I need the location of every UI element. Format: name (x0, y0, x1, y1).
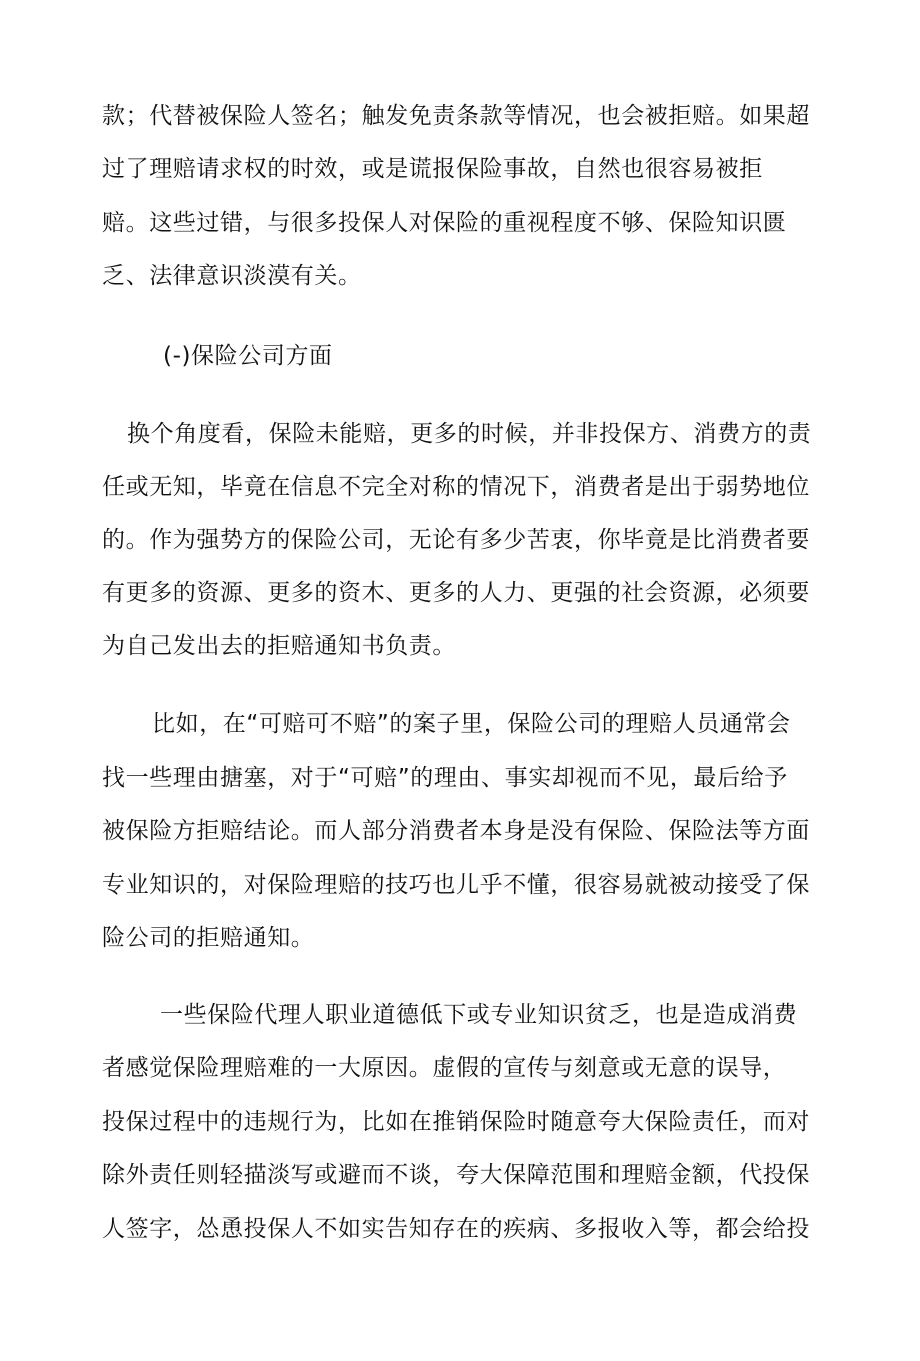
paragraph-line: 投保过程中的违规行为，比如在推销保险时随意夸大保险责任，而对 (102, 1109, 810, 1135)
paragraph-line: 任或无知，毕竟在信息不完全对称的情况下，消费者是出于弱势地位 (102, 474, 810, 500)
section-heading: (-)保险公司方面 (163, 343, 333, 369)
paragraph-line: 乏、法律意识淡漠有关。 (102, 263, 362, 289)
paragraph-line: 为自己发出去的拒赔通知书负责。 (102, 633, 456, 659)
paragraph-line: 款；代替被保险人签名；触发免责条款等情况，也会被拒赔。如果超 (102, 103, 810, 129)
paragraph-line: 一些保险代理人职业道德低下或专业知识贫乏，也是造成消费 (160, 1002, 798, 1028)
paragraph-line: 换个角度看，保险未能赔，更多的时候，并非投保方、消费方的责 (127, 421, 812, 447)
paragraph-line: 赔。这些过错，与很多投保人对保险的重视程度不够、保险知识匮 (102, 210, 787, 236)
paragraph-line: 人签字，怂恿投保人不如实告知存在的疾病、多报收入等，都会给投 (102, 1216, 810, 1242)
paragraph-line: 的。作为强势方的保险公司，无论有多少苦衷，你毕竟是比消费者要 (102, 527, 810, 553)
paragraph-line: 者感觉保险理赔难的一大原因。虚假的宣传与刻意或无意的误导， (102, 1055, 787, 1081)
paragraph-line: 比如，在“可赔可不赔”的案子里，保险公司的理赔人员通常会 (152, 711, 791, 737)
paragraph-line: 找一些理由搪塞，对于“可赔”的理由、事实却视而不见，最后给予 (102, 765, 788, 791)
paragraph-line: 被保险方拒赔结论。而人部分消费者本身是没有保险、保险法等方面 (102, 818, 810, 844)
paragraph-line: 险公司的拒赔通知。 (102, 925, 315, 951)
paragraph-line: 除外责任则轻描淡写或避而不谈，夸大保障范围和理赔金额，代投保 (102, 1162, 810, 1188)
paragraph-line: 专业知识的，对保险理赔的技巧也儿乎不懂，很容易就被动接受了保 (102, 872, 810, 898)
paragraph-line: 有更多的资源、更多的资木、更多的人力、更强的社会资源，必须要 (102, 580, 810, 606)
paragraph-line: 过了理赔请求权的时效，或是谎报保险事故，自然也很容易被拒 (102, 156, 763, 182)
